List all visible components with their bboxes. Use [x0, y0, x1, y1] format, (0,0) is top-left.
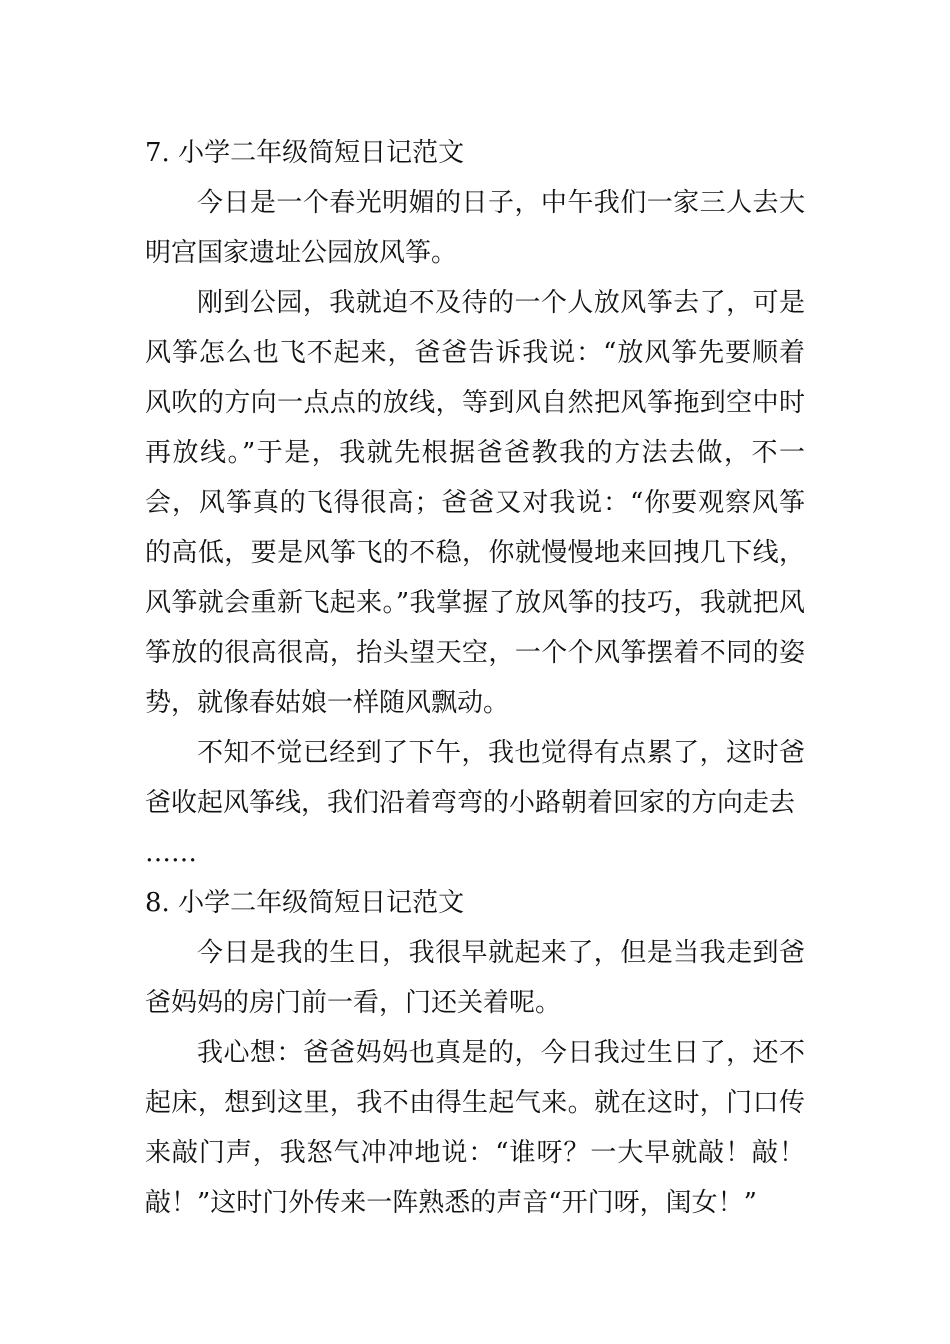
paragraph: 今日是我的生日，我很早就起来了，但是当我走到爸爸妈妈的房门前一看，门还关着呢。 [145, 938, 805, 1018]
diary-section-8 [145, 878, 805, 1228]
paragraph: 刚到公园，我就迫不及待的一个人放风筝去了，可是风筝怎么也飞不起来，爸爸告诉我说：“放风筝先要顺着风吹的方向一点点的放线，等到风自然把风筝拖到空中时再放线。”于是，我就先根据爸爸教我的方法去做，不一会，风筝真的飞得很高；爸爸又对我说：“你要观察风筝的高低，要是风筝飞的不稳，你就慢慢地来回拽几下线，风筝就会重新飞起来。”我掌握了放风筝的技巧，我就把风筝放的很高很高，抬头望天空，一个个风筝摆着不同的姿势，就像春姑娘一样随风飘动。 [145, 288, 805, 718]
paragraph: 今日是一个春光明媚的日子，中午我们一家三人去大明宫国家遗址公园放风筝。 [145, 188, 805, 268]
ellipsis-line: …… [145, 838, 197, 868]
document-page [145, 128, 805, 1228]
section-title: 8. 小学二年级简短日记范文 [145, 888, 465, 918]
paragraph: 我心想：爸爸妈妈也真是的，今日我过生日了，还不起床，想到这里，我不由得生起气来。就在这时，门口传来敲门声，我怒气冲冲地说：“谁呀？一大早就敲！敲！敲！”这时门外传来一阵熟悉的声音“开门呀，闺女！” [145, 1038, 805, 1218]
paragraph: 不知不觉已经到了下午，我也觉得有点累了，这时爸爸收起风筝线，我们沿着弯弯的小路朝着回家的方向走去 [145, 738, 805, 818]
section-title: 7. 小学二年级简短日记范文 [145, 138, 465, 168]
diary-section-7 [145, 128, 805, 878]
